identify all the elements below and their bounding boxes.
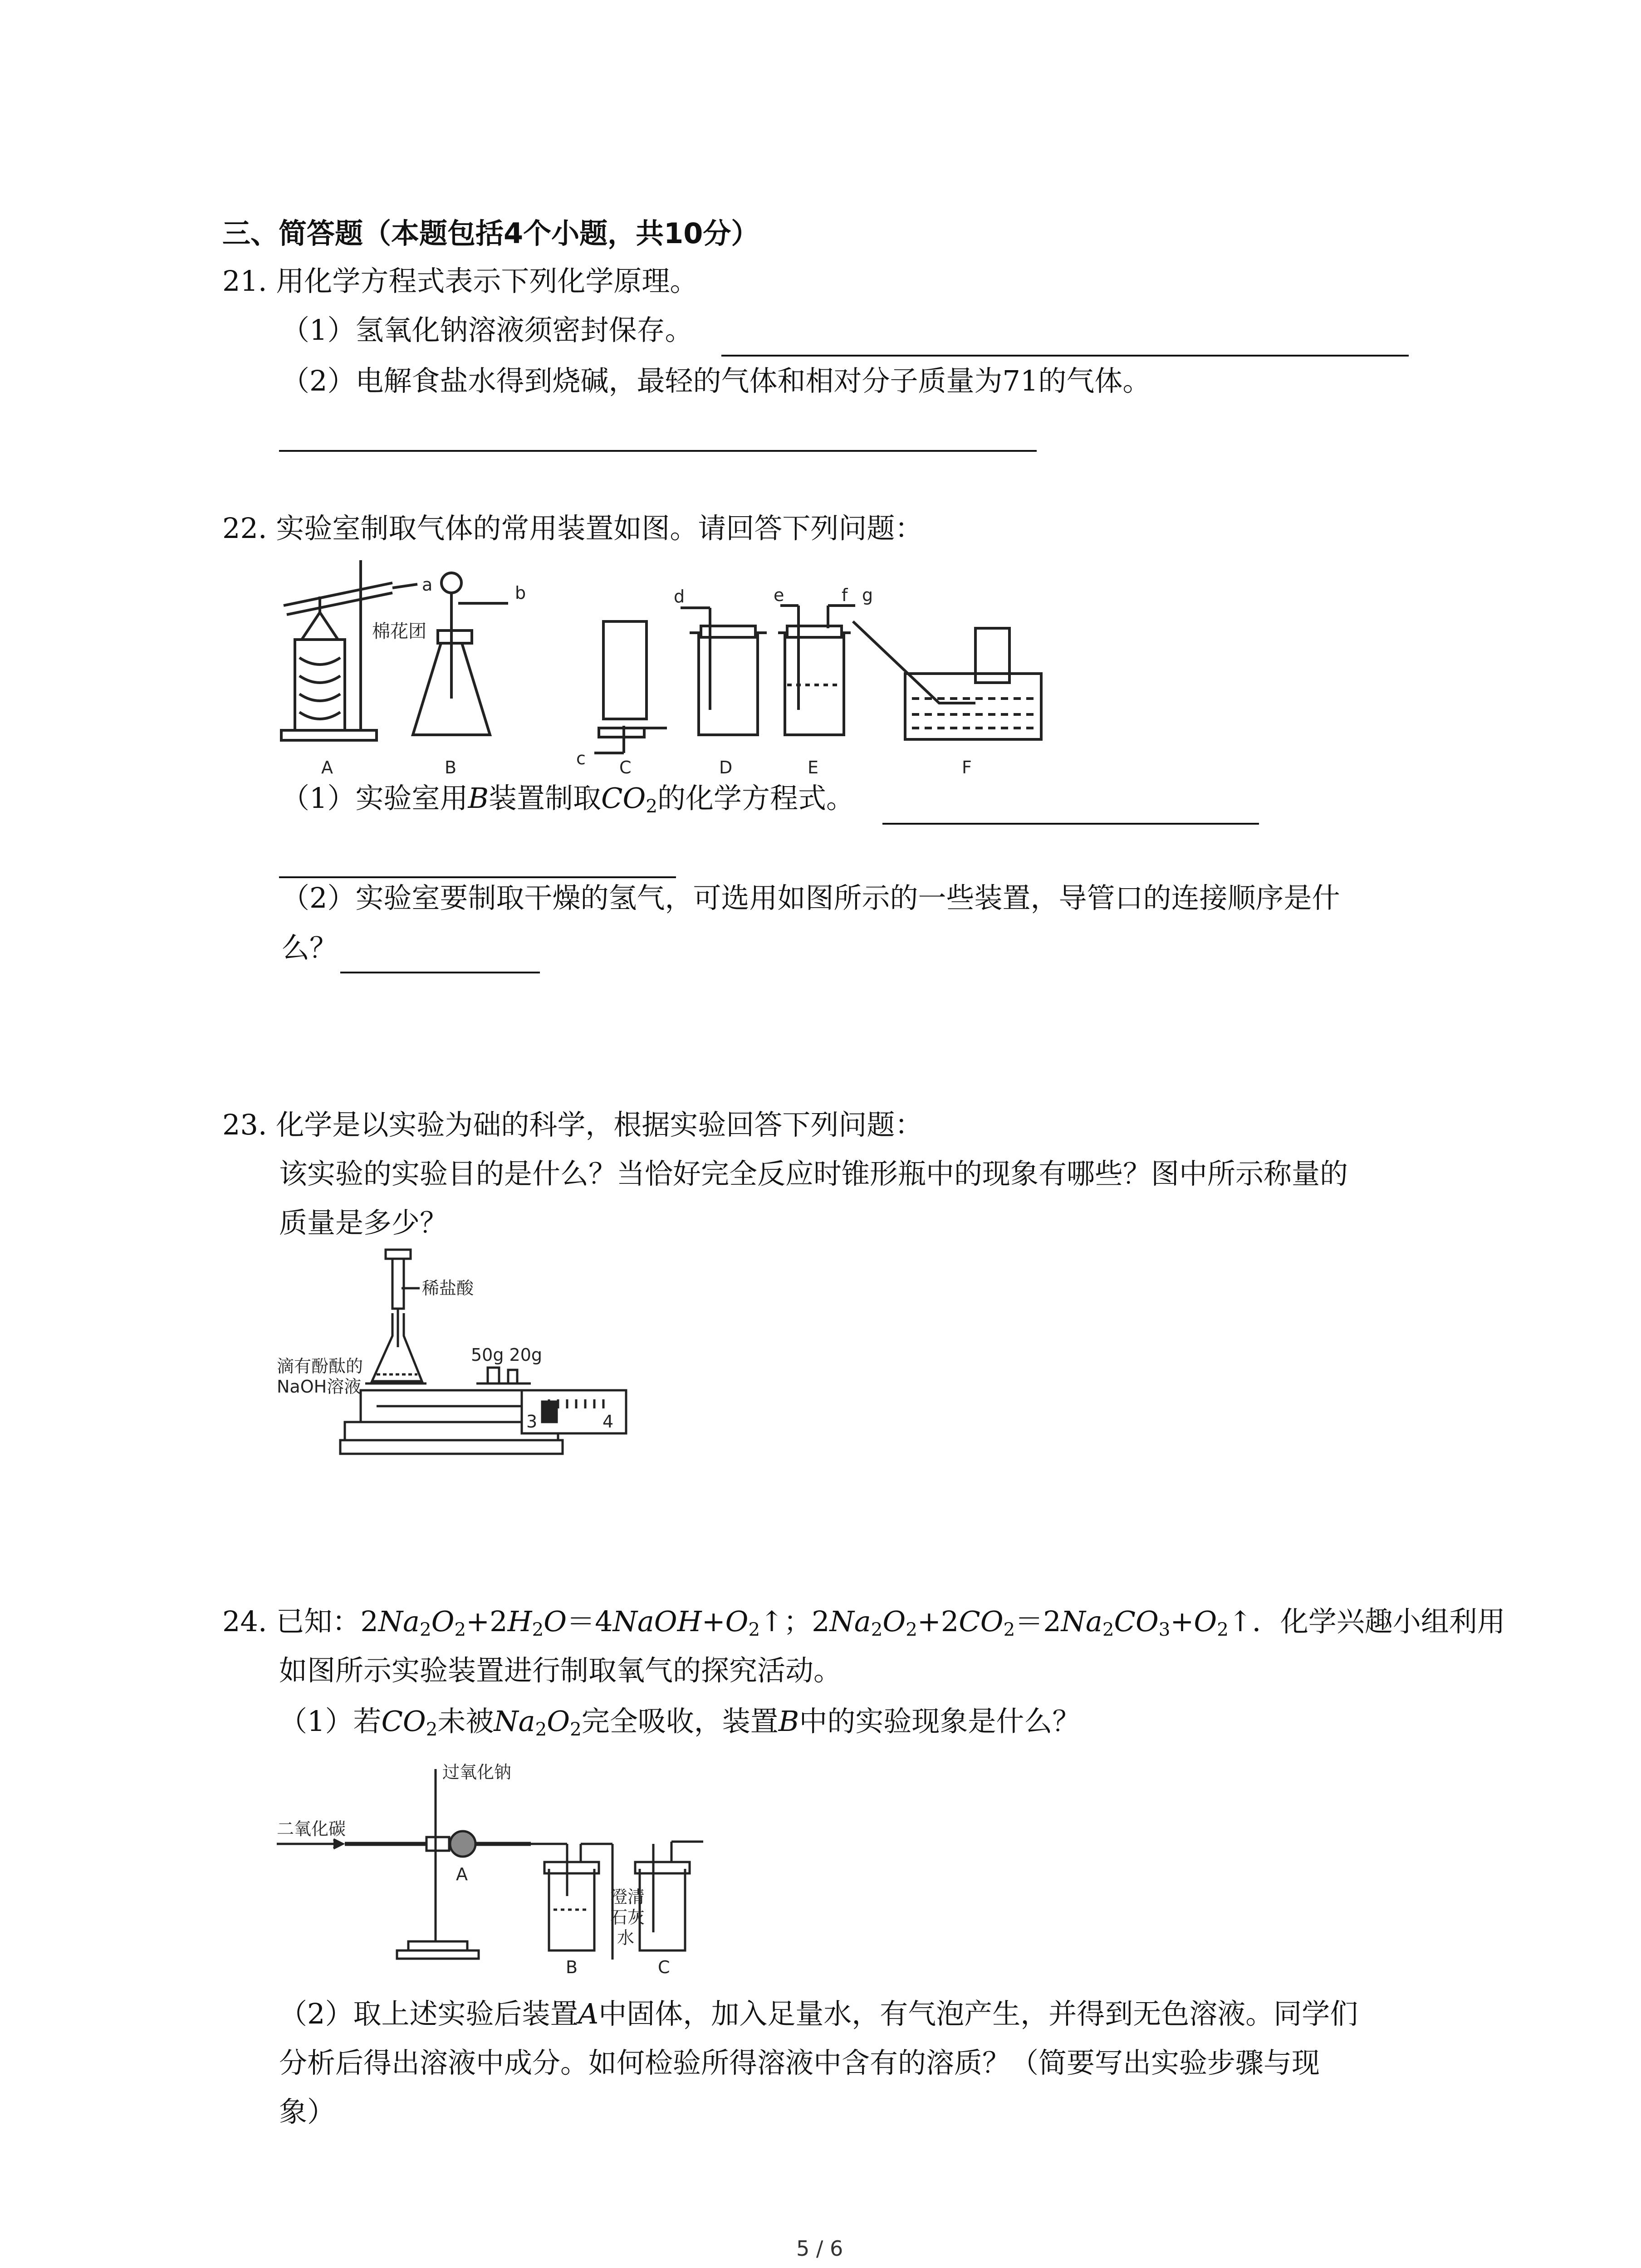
q24-label-b: B bbox=[566, 1957, 578, 1977]
q23-scale-4: 4 bbox=[603, 1412, 614, 1432]
q24-lime-label-2: 石灰 bbox=[610, 1907, 645, 1927]
q22-gas-apparatus-figure bbox=[277, 553, 1053, 780]
q21-part1: （1）氢氧化钠溶液须密封保存。 bbox=[281, 313, 693, 347]
q21-part2-answer-blank[interactable] bbox=[279, 450, 1037, 452]
q22-label-e: E bbox=[808, 758, 819, 777]
q22-part2-line1: （2）实验室要制取干燥的氢气，可选用如图所示的一些装置，导管口的连接顺序是什 bbox=[281, 881, 1340, 914]
q22-label-d: D bbox=[719, 758, 733, 777]
q22-label-b: B bbox=[445, 758, 457, 777]
q22-port-g: g bbox=[862, 585, 873, 605]
q22-label-f: F bbox=[962, 758, 972, 777]
q24-oxygen-apparatus-figure bbox=[277, 1760, 726, 1978]
q24-co2-label: 二氧化碳 bbox=[277, 1819, 346, 1839]
q22-port-e: e bbox=[774, 585, 784, 605]
q22-label-c: C bbox=[619, 758, 632, 777]
q23-balance-figure bbox=[277, 1245, 631, 1463]
q22-part1-answer-blank[interactable] bbox=[882, 823, 1259, 825]
q22-part1-answer-blank-2[interactable] bbox=[279, 876, 676, 878]
q24-part2-line3: 象） bbox=[279, 2095, 336, 2128]
q22-part1: （1）实验室用B装置制取$CO_2$的化学方程式。 bbox=[281, 782, 854, 817]
q24-lime-label-3: 水 bbox=[617, 1928, 635, 1948]
q24-na2o2-label: 过氧化钠 bbox=[442, 1762, 512, 1782]
q22-port-d: d bbox=[674, 587, 685, 606]
q22-part2-line2: 么？ bbox=[281, 931, 338, 964]
q22-port-c: c bbox=[576, 748, 586, 768]
q24-label-c: C bbox=[658, 1957, 670, 1977]
q24-line2: 如图所示实验装置进行制取氧气的探究活动。 bbox=[279, 1654, 842, 1687]
q22-label-a: A bbox=[321, 758, 333, 777]
q22-port-f: f bbox=[842, 585, 848, 605]
q23-weights-label: 50g 20g bbox=[471, 1345, 543, 1365]
q23-solution-label-1: 滴有酚酞的 bbox=[277, 1356, 363, 1376]
q24-part1: （1）若$CO_2$未被$Na_2O_2$完全吸收，装置B中的实验现象是什么？ bbox=[279, 1705, 1081, 1740]
q24-line1: 24. 已知：$2Na_2O_2+2H_2O=4NaOH+O_2↑$；$2Na_2O_2+2CO_2=2Na_2CO_3+O_2↑$．化学兴趣小组利用 bbox=[222, 1605, 1505, 1641]
q24-part2-line1: （2）取上述实验后装置A中固体，加入足量水，有气泡产生，并得到无色溶液。同学们 bbox=[279, 1997, 1358, 2030]
q21-stem: 21. 用化学方程式表示下列化学原理。 bbox=[222, 264, 698, 298]
page-number: 5 / 6 bbox=[796, 2236, 843, 2261]
q24-label-a: A bbox=[456, 1864, 468, 1884]
q23-line2: 该实验的实验目的是什么？当恰好完全反应时锥形瓶中的现象有哪些？图中所示称量的 bbox=[279, 1157, 1348, 1190]
q22-cotton-label: 棉花团 bbox=[372, 621, 426, 642]
q24-part2-line2: 分析后得出溶液中成分。如何检验所得溶液中含有的溶质？（简要写出实验步骤与现 bbox=[279, 2046, 1320, 2079]
q23-line3: 质量是多少？ bbox=[279, 1206, 448, 1239]
q22-part2-answer-blank[interactable] bbox=[340, 972, 540, 973]
section-title: 三、简答题（本题包括4个小题，共10分） bbox=[222, 217, 759, 250]
q22-port-b: b bbox=[515, 583, 526, 603]
q24-lime-label-1: 澄清 bbox=[610, 1887, 645, 1907]
q23-stem: 23. 化学是以实验为础的科学，根据实验回答下列问题： bbox=[222, 1108, 923, 1141]
q21-part2: （2）电解食盐水得到烧碱，最轻的气体和相对分子质量为71的气体。 bbox=[281, 364, 1151, 397]
q23-solution-label-2: NaOH溶液 bbox=[277, 1377, 362, 1397]
q23-scale-3: 3 bbox=[526, 1412, 538, 1432]
q21-part1-answer-blank[interactable] bbox=[721, 355, 1409, 357]
q22-port-a: a bbox=[422, 575, 433, 595]
q23-acid-label: 稀盐酸 bbox=[422, 1278, 474, 1298]
q22-stem: 22. 实验室制取气体的常用装置如图。请回答下列问题： bbox=[222, 512, 923, 545]
